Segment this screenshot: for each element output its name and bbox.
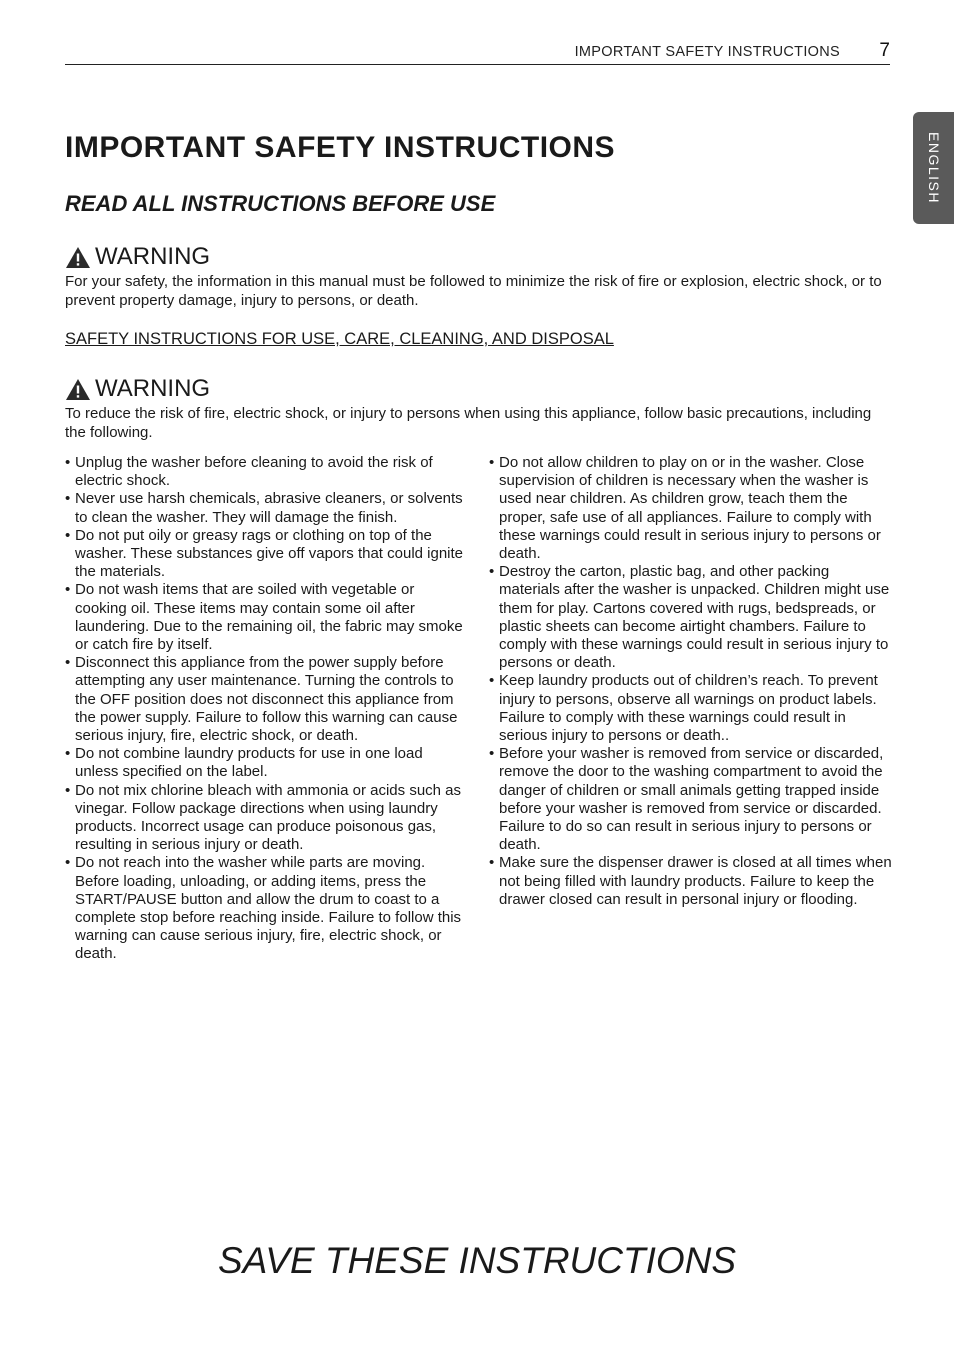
list-item: • Make sure the dispenser drawer is closed at all times when not being filled with laundry products. Failure to keep the drawer closed can result in personal injury or flooding.	[489, 854, 894, 909]
list-item: • Do not mix chlorine bleach with ammonia or acids such as vinegar. Follow package directions when using laundry products. Incorrect usage can produce poisonous gas, resulting in serious injury or death.	[65, 782, 470, 855]
page-title: IMPORTANT SAFETY INSTRUCTIONS	[65, 131, 616, 164]
right-instruction-list	[489, 454, 894, 909]
warning-text-1: For your safety, the information in this manual must be followed to minimize the risk of fire or explosion, electric shock, or to prevent property damage, injury to persons, or death.	[65, 273, 882, 309]
warning-text-2: To reduce the risk of fire, electric shock, or injury to persons when using this appliance, follow basic precautions, including the following.	[65, 405, 872, 441]
warning-heading-2-label: WARNING	[95, 375, 211, 402]
language-tab	[913, 112, 954, 224]
list-item: • Do not wash items that are soiled with vegetable or cooking oil. These items may contain some oil after laundering. Due to the remaining oil, the fabric may smoke or catch fire by itself.	[65, 581, 470, 654]
warning-heading-2	[65, 375, 210, 403]
list-item: • Do not put oily or greasy rags or clothing on top of the washer. These substances give off vapors that could ignite the materials.	[65, 527, 470, 582]
list-item: • Never use harsh chemicals, abrasive cleaners, or solvents to clean the washer. They will damage the finish.	[65, 490, 470, 526]
list-item: • Do not combine laundry products for use in one load unless specified on the label.	[65, 745, 470, 781]
running-header	[65, 42, 890, 65]
list-item: • Keep laundry products out of children’s reach. To prevent injury to persons, observe all warnings on product labels. Failure to comply with these warnings could result in serious injury to persons or death..	[489, 672, 894, 745]
warning-heading-1	[65, 243, 210, 271]
warning-triangle-icon	[65, 378, 91, 401]
list-item: • Disconnect this appliance from the power supply before attempting any user maintenance. Turning the controls to the OFF position does not disconnect this appliance from the power supply. Failure to follow this warning can cause serious injury, fire, electric shock, or death.	[65, 654, 470, 745]
warning-heading-1-label: WARNING	[95, 243, 211, 270]
list-item: • Before your washer is removed from service or discarded, remove the door to the washing compartment to avoid the danger of children or small animals getting trapped inside before your washer is removed from service or discarded. Failure to do so can result in serious injury to persons or death.	[489, 745, 894, 854]
left-instruction-list	[65, 454, 470, 964]
section-heading: SAFETY INSTRUCTIONS FOR USE, CARE, CLEANING, AND DISPOSAL	[65, 330, 614, 348]
running-header-title: IMPORTANT SAFETY INSTRUCTIONS	[574, 44, 840, 60]
footer-title: SAVE THESE INSTRUCTIONS	[217, 1240, 737, 1281]
list-item: • Destroy the carton, plastic bag, and other packing materials after the washer is unpacked. Children might use them for play. Cartons covered with rugs, bedspreads, or plastic sheets can become airtight chambers. Failure to comply with these warnings could result in serious injury to persons or death.	[489, 563, 894, 672]
list-item: • Do not reach into the washer while parts are moving. Before loading, unloading, or adding items, press the START/PAUSE button and allow the drum to coast to a complete stop before reaching inside. Failure to follow this warning can cause serious injury, fire, electric shock, or death.	[65, 854, 470, 963]
subtitle: READ ALL INSTRUCTIONS BEFORE USE	[65, 191, 496, 216]
list-item: • Do not allow children to play on or in the washer. Close supervision of children is necessary when the washer is used near children. As children grow, teach them the proper, safe use of all appliances. Failure to comply with these warnings could result in serious injury to persons or death.	[489, 454, 894, 563]
language-tab-label: ENGLISH	[925, 132, 942, 204]
page-number: 7	[879, 40, 890, 61]
list-item: • Unplug the washer before cleaning to avoid the risk of electric shock.	[65, 454, 470, 490]
warning-triangle-icon	[65, 246, 91, 269]
